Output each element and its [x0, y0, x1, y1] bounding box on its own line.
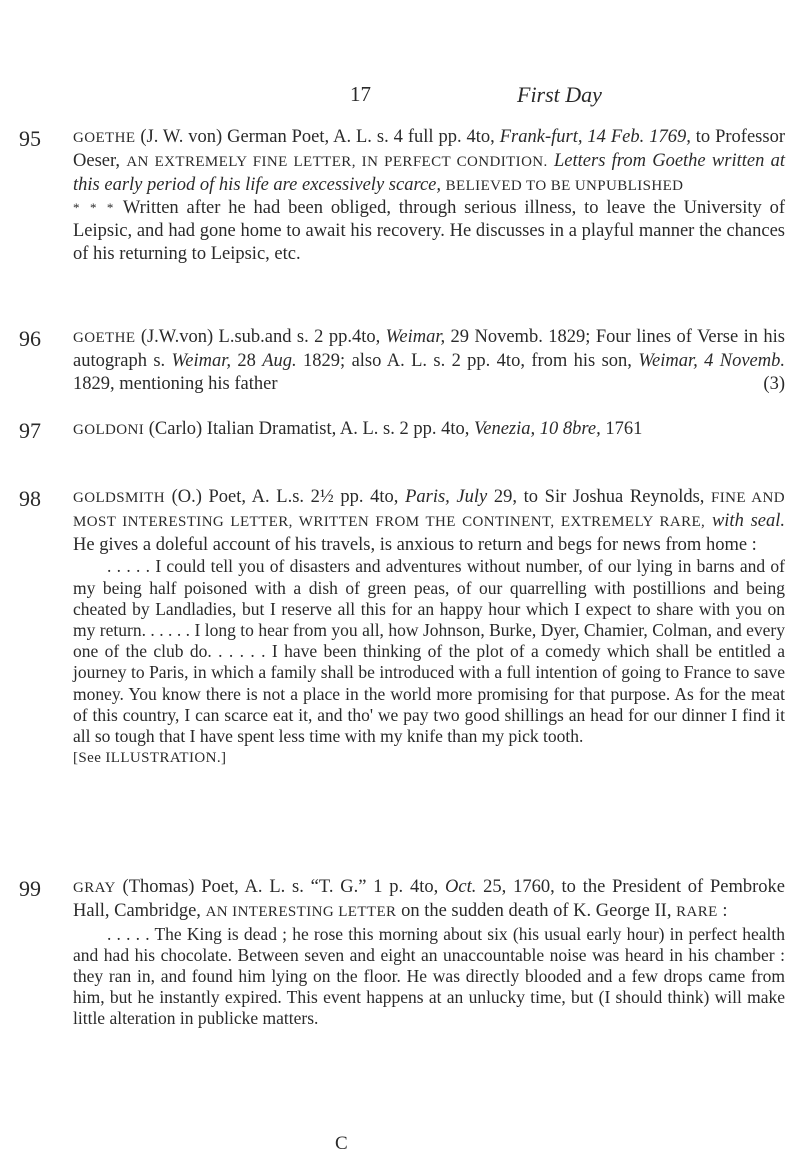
- page-number: 17: [350, 82, 371, 106]
- lot-description: [73, 418, 785, 442]
- lot-description: [73, 876, 785, 1030]
- item-count: (3): [763, 373, 785, 394]
- running-title: First Day: [517, 82, 602, 107]
- lot-number: 96: [19, 326, 41, 351]
- lot-description: [73, 486, 785, 770]
- lot-number: 98: [19, 486, 41, 511]
- lot-note: * * * Written after he had been obliged, through serious illness, to leave the University of Leipsic, and had gone home to await his recovery. He discusses in a playful manner the chances of his returning to Leipsic, etc.: [73, 198, 785, 264]
- page-header: [0, 82, 800, 112]
- lot-heading: GOLDSMITH (O.) Poet, A. L.s. 2½ pp. 4to, Paris, July 29, to Sir Joshua Reynolds, FINE AND MOST INTERESTING LETTER, WRITTEN FROM THE CONTINENT, EXTREMELY RARE, with seal. He gives a doleful account of his travels, is anxious to return and begs for news from home :: [73, 487, 786, 555]
- lot-heading: GOETHE (J.W.von) L.sub.and s. 2 pp.4to, Weimar, 29 Novemb. 1829; Four lines of Verse in his autograph s. Weimar, 28 Aug. 1829; also A. L. s. 2 pp. 4to, from his son, Weimar, 4 Novemb. 1829, mentioning his father (3): [73, 327, 785, 394]
- lot-number: 97: [19, 418, 41, 443]
- illustration-note: [See ILLUSTRATION.]: [73, 750, 227, 767]
- lot-heading: GOETHE (J. W. von) German Poet, A. L. s. 4 full pp. 4to, Frank-furt, 14 Feb. 1769, to Professor Oeser, AN EXTREMELY FINE LETTER, IN PERFECT CONDITION. Letters from Goethe written at this early period of his life are excessively scarce, BELIEVED TO BE UNPUBLISHED: [73, 127, 786, 195]
- lot-number: 99: [19, 876, 41, 901]
- lot-heading: GRAY (Thomas) Poet, A. L. s. “T. G.” 1 p. 4to, Oct. 25, 1760, to the President of Pembroke Hall, Cambridge, AN INTERESTING LETTER on the sudden death of K. George II, RARE :: [73, 877, 785, 921]
- lot-quotation: . . . . . The King is dead ; he rose this morning about six (his usual early hour) in perfect health and had his chocolate. Between seven and eight an unaccountable noise was heard in his chamber : they ran in, and found him lying on the floor. He was directly blooded and a few drops came from him, but he instantly expired. This event happens at an unlucky time, but (I should think) will make little alteration in publicke matters.: [73, 923, 785, 1029]
- lot-description: [73, 126, 785, 266]
- lot-heading: GOLDONI (Carlo) Italian Dramatist, A. L. s. 2 pp. 4to, Venezia, 10 8bre, 1761: [73, 419, 643, 439]
- signature-mark: C: [335, 1133, 348, 1154]
- lot-quotation: . . . . . I could tell you of disasters and adventures without number, of our lying in barns and of my being half poisoned with a dish of green peas, of our quarrelling with postillions and being cheated by Landladies, but I reserve all this for an happy hour which I expect to share with you on my return. . . . . . I long to hear from you all, how Johnson, Burke, Dyer, Chamier, Colman, and every one of the club do. . . . . . I have been thinking of the plot of a comedy which shall be entitled a journey to Paris, in which a family shall be introduced with a full intention of going to France to save money. You know there is not a place in the world more promising for that purpose. As for the meat of this country, I can scarce eat it, and tho' we pay two good shillings an head for our dinner I find it all so tough that I have spent less time with my knife than my pick tooth.: [73, 556, 785, 747]
- lot-description: [73, 326, 785, 395]
- asterism: * * *: [73, 200, 116, 216]
- lot-number: 95: [19, 126, 41, 151]
